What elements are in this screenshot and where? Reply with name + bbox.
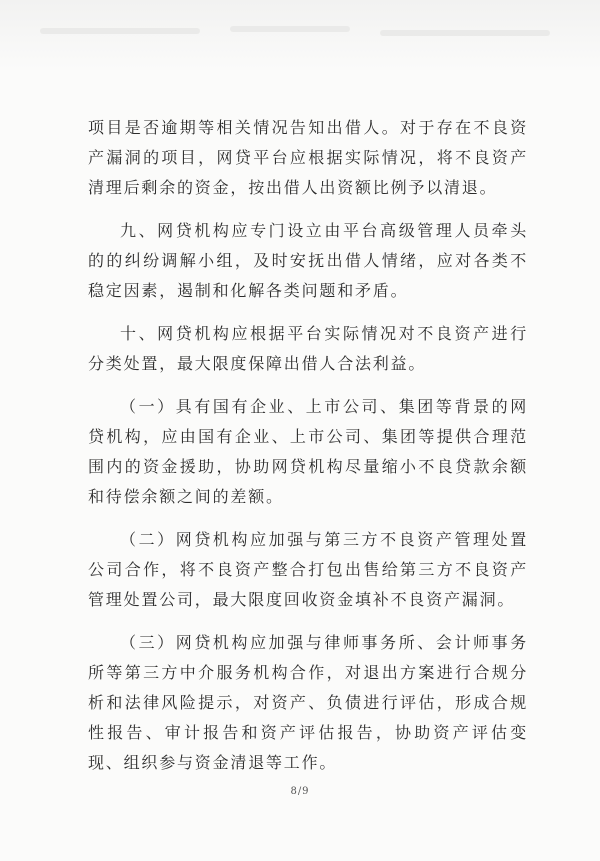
ghost-line — [40, 28, 200, 34]
page-number: 8/9 — [290, 786, 310, 797]
paragraph-item-10: 十、网贷机构应根据平台实际情况对不良资产进行分类处置，最大限度保障出借人合法利益。 — [88, 324, 528, 373]
document-body — [88, 113, 528, 791]
paragraph-subitem-2: （二）网贷机构应加强与第三方不良资产管理处置公司合作，将不良资产整合打包出售给第三方不良资产管理处置公司，最大限度回收资金填补不良资产漏洞。 — [88, 530, 528, 609]
paragraph-subitem-1: （一）具有国有企业、上市公司、集团等背景的网贷机构，应由国有企业、上市公司、集团等提供合理范围内的资金援助，协助网贷机构尽量缩小不良贷款余额和待偿余额之间的差额。 — [88, 397, 528, 506]
header-bleed-through — [0, 0, 600, 70]
paragraph-item-9: 九、网贷机构应专门设立由平台高级管理人员牵头的的纠纷调解小组，及时安抚出借人情绪，应对各类不稳定因素，遏制和化解各类问题和矛盾。 — [88, 221, 528, 300]
paragraph-subitem-3: （三）网贷机构应加强与律师事务所、会计师事务所等第三方中介服务机构合作，对退出方案进行合规分析和法律风险提示，对资产、负债进行评估，形成合规性报告、审计报告和资产评估报告，协助资产评估变现、组织参与资金清退等工作。 — [88, 633, 528, 772]
ghost-line — [380, 30, 550, 36]
ghost-line — [230, 26, 350, 32]
paragraph-continuation: 项目是否逾期等相关情况告知出借人。对于存在不良资产漏洞的项目，网贷平台应根据实际情况，将不良资产清理后剩余的资金，按出借人出资额比例予以清退。 — [88, 118, 528, 197]
